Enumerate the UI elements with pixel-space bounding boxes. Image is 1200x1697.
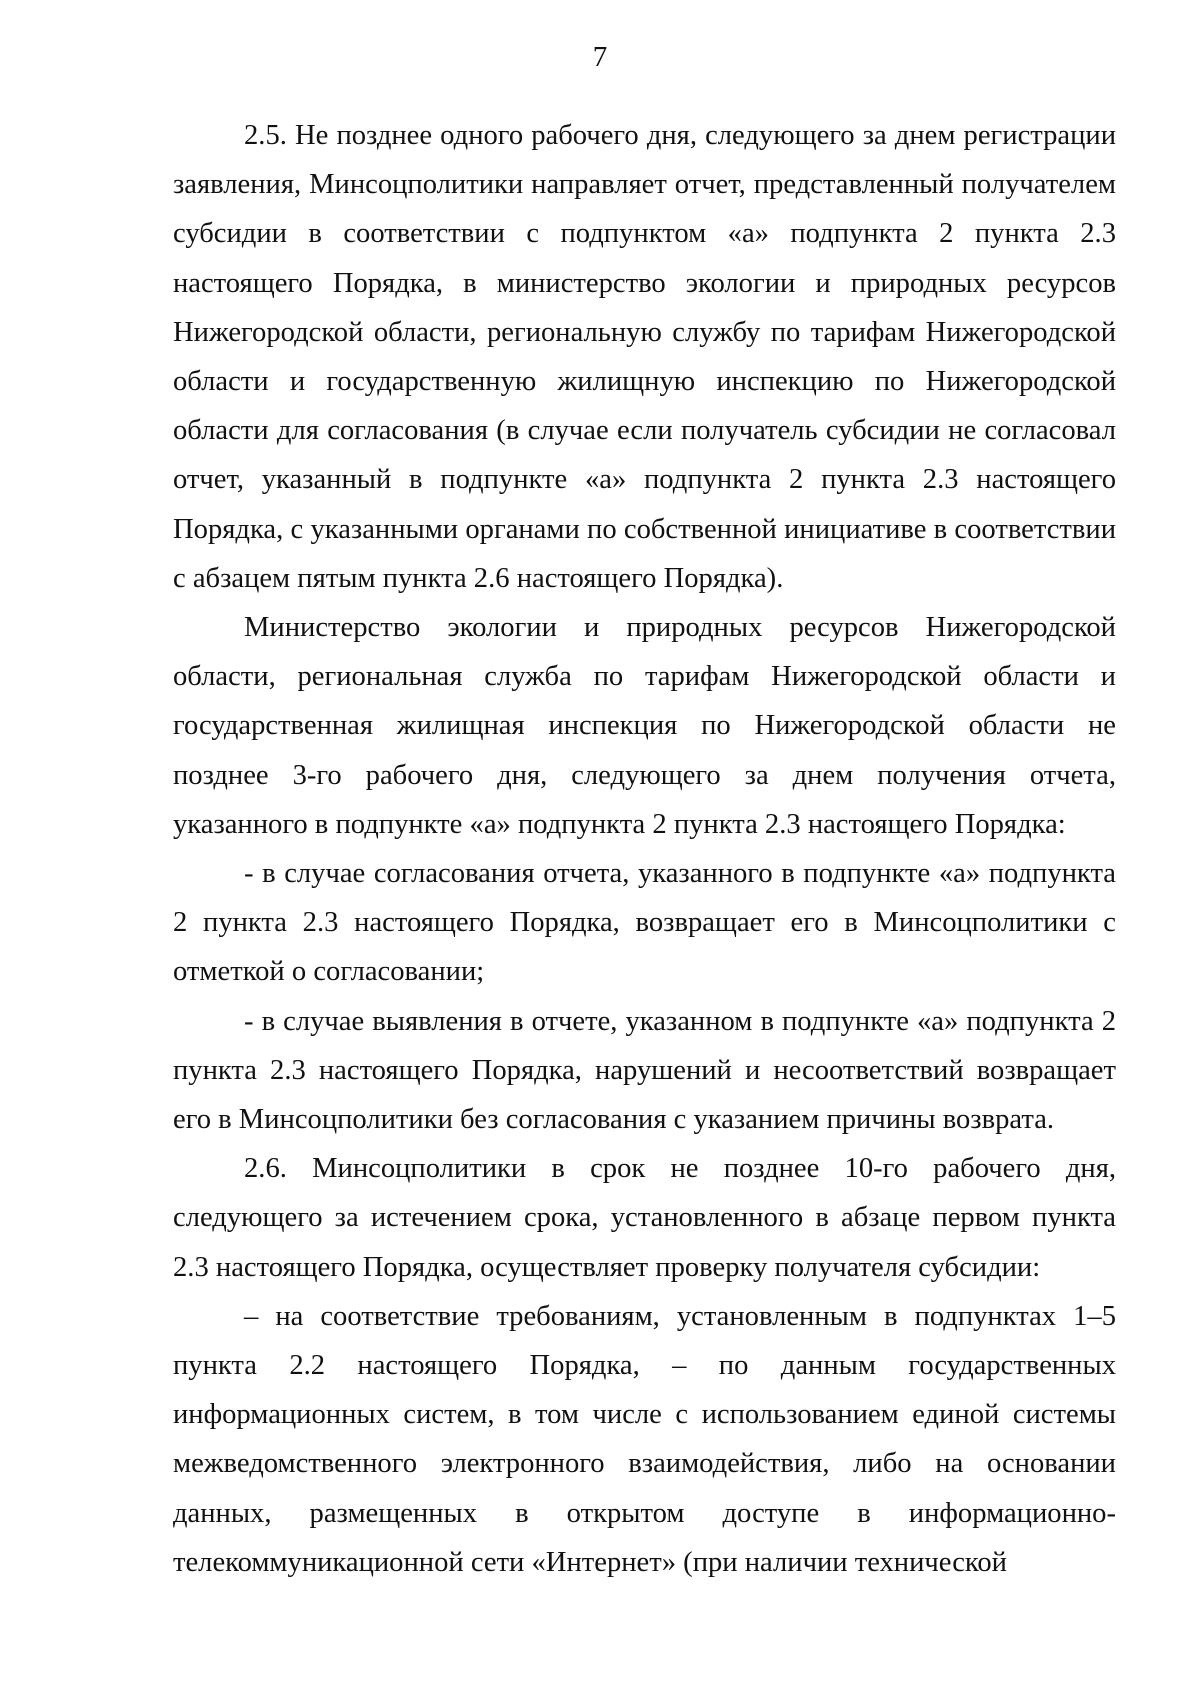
paragraph-2-5: 2.5. Не позднее одного рабочего дня, следующего за днем регистрации заявления, Минсоцполитики направляет отчет, представленный получателем субсидии в соответствии с подпунктом «а» подпункта 2 пункта 2.3 настоящего Порядка, в министерство экологии и природных ресурсов Нижегородской области, региональную службу по тарифам Нижегородской области и государственную жилищную инспекцию по Нижегородской области для согласования (в случае если получатель субсидии не согласовал отчет, указанный в подпункте «а» подпункта 2 пункта 2.3 настоящего Порядка, с указанными органами по собственной инициативе в соответствии с абзацем пятым пункта 2.6 настоящего Порядка). <box>173 120 1116 594</box>
paragraph-2-6: 2.6. Минсоцполитики в срок не позднее 10-го рабочего дня, следующего за истечением срока, установленного в абзаце первом пункта 2.3 настоящего Порядка, осуществляет проверку получателя субсидии: <box>173 1153 1116 1283</box>
paragraph-approval-case: - в случае согласования отчета, указанного в подпункте «а» подпункта 2 пункта 2.3 настоящего Порядка, возвращает его в Минсоцполитики с отметкой о согласовании; <box>173 858 1116 988</box>
paragraph-compliance-check: – на соответствие требованиям, установленным в подпунктах 1–5 пункта 2.2 настоящего Порядка, – по данным государственных информационных систем, в том числе с использованием единой системы межведомственного электронного взаимодействия, либо на основании данных, размещенных в открытом доступе в информационно-телекоммуникационной сети «Интернет» (при наличии технической <box>173 1300 1116 1578</box>
paragraph-violations-case: - в случае выявления в отчете, указанном в подпункте «а» подпункта 2 пункта 2.3 настоящего Порядка, нарушений и несоответствий возвращает его в Минсоцполитики без согласования с указанием причины возврата. <box>173 1005 1116 1136</box>
page-number: 7 <box>592 41 608 73</box>
paragraph-ministry-review: Министерство экологии и природных ресурсов Нижегородской области, региональная служба по тарифам Нижегородской области и государственная жилищная инспекция по Нижегородской области не позднее 3-го рабочего дня, следующего за днем получения отчета, указанного в подпункте «а» подпункта 2 пункта 2.3 настоящего Порядка: <box>173 612 1116 840</box>
document-body <box>173 111 1116 1587</box>
